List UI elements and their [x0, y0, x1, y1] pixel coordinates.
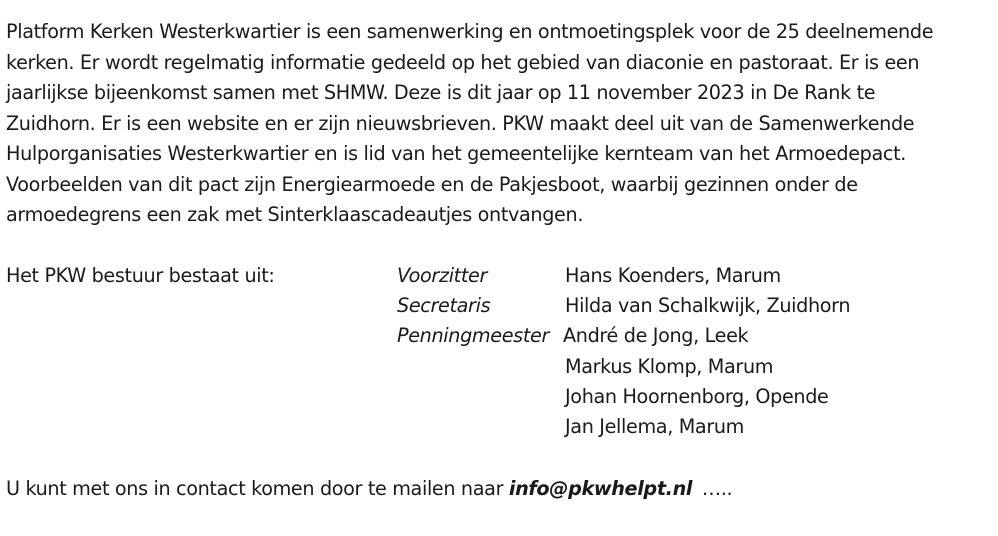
board-role: Secretaris: [397, 294, 491, 317]
board-member-name: Jan Jellema, Marum: [565, 415, 745, 438]
paragraph-line: Voorbeelden van dit pact zijn Energiearmoede en de Pakjesboot, waarbij gezinnen onder de: [6, 173, 858, 196]
paragraph-line: Zuidhorn. Er is een website en er zijn nieuwsbrieven. PKW maakt deel uit van de Samenwerkende: [6, 112, 915, 135]
contact-line: [6, 474, 732, 504]
board-member-name: Hans Koenders, Marum: [565, 264, 781, 287]
paragraph-line: jaarlijkse bijeenkomst samen met SHMW. Deze is dit jaar op 11 november 2023 in De Rank te: [6, 81, 876, 104]
board-member-name: André de Jong, Leek: [563, 324, 749, 347]
paragraph-line: armoedegrens een zak met Sinterklaascadeautjes ontvangen.: [6, 203, 584, 226]
contact-text: U kunt met ons in contact komen door te mailen naar: [6, 477, 504, 500]
paragraph-line: kerken. Er wordt regelmatig informatie gedeeld op het gebied van diaconie en pastoraat. Er is een: [6, 51, 920, 74]
board-member-name: Hilda van Schalkwijk, Zuidhorn: [565, 294, 851, 317]
contact-email: info@pkwhelpt.nl: [508, 477, 693, 500]
contact-suffix: …..: [701, 477, 733, 500]
paragraph-line: Hulporganisaties Westerkwartier en is lid van het gemeentelijke kernteam van het Armoedepact.: [6, 142, 907, 165]
document-page: [6, 0, 994, 536]
board-member-name: Markus Klomp, Marum: [565, 355, 774, 378]
board-member-name: Johan Hoornenborg, Opende: [565, 385, 829, 408]
board-role: Penningmeester: [397, 324, 549, 347]
paragraph-line: Platform Kerken Westerkwartier is een samenwerking en ontmoetingsplek voor de 25 deelnemende: [6, 20, 934, 43]
board-role: Voorzitter: [397, 264, 488, 287]
board-label: Het PKW bestuur bestaat uit:: [6, 264, 275, 287]
